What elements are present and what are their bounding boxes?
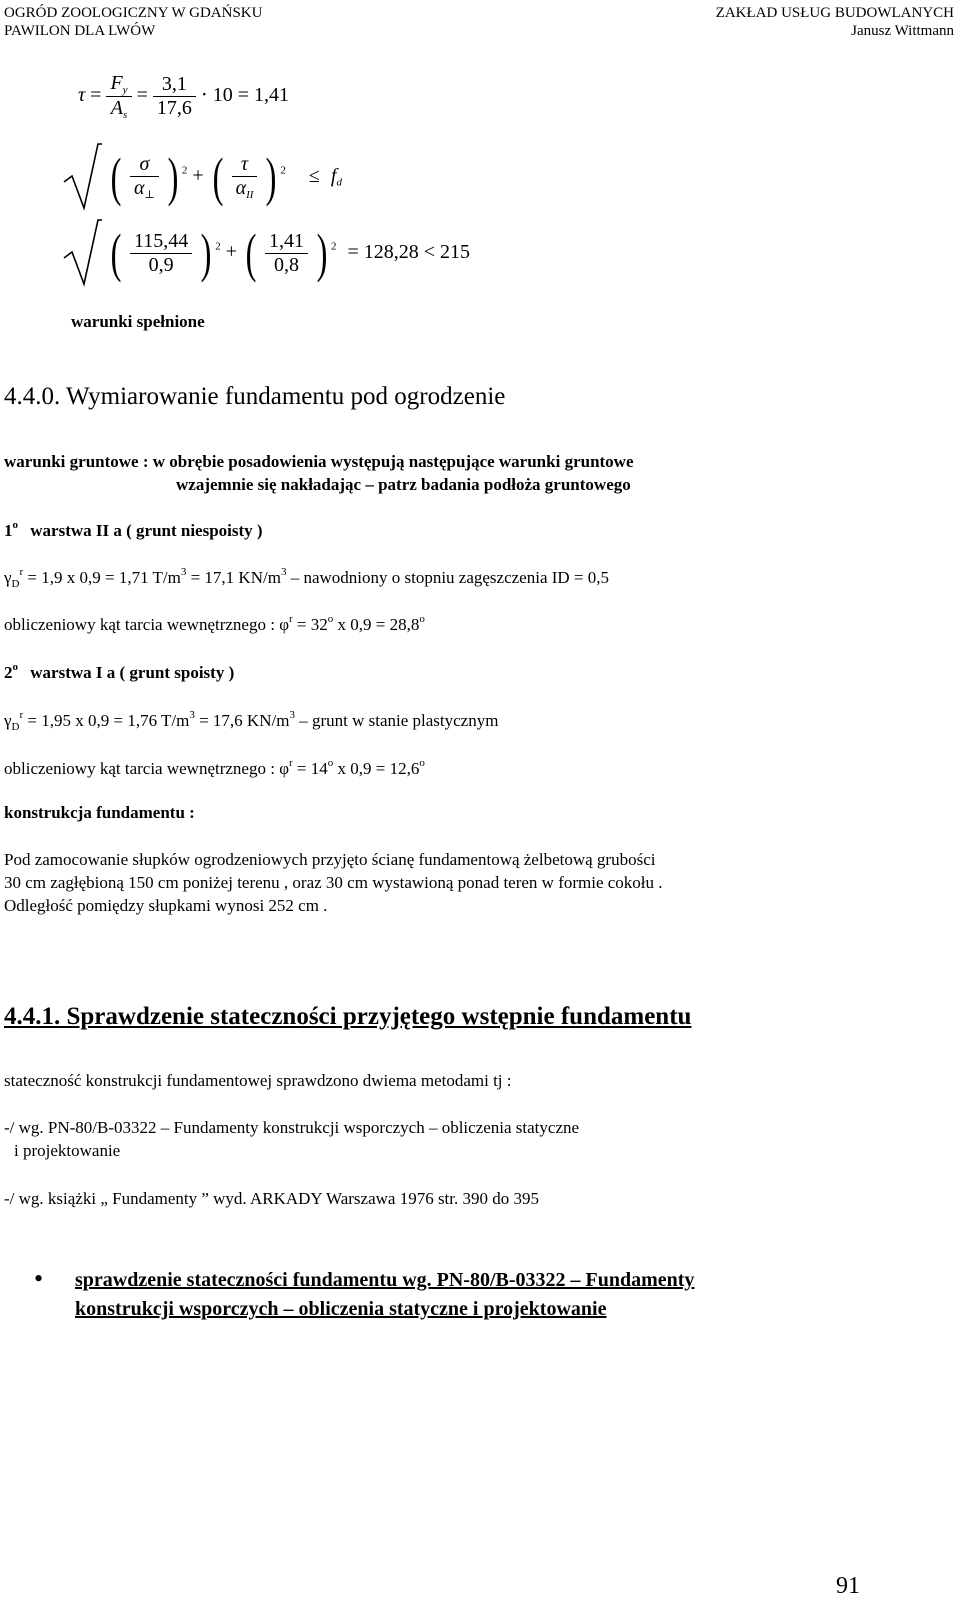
header-left-line1: OGRÓD ZOOLOGICZNY W GDAŃSKU (4, 5, 263, 21)
stability-intro: stateczność konstrukcji fundamentowej sprawdzono dwiema metodami tj : (4, 1071, 512, 1090)
page-number: 91 (836, 1573, 860, 1599)
sqrt-sign (62, 218, 102, 288)
soil-conditions-line1: warunki gruntowe : w obrębie posadowienia występują następujące warunki gruntowe (4, 452, 634, 471)
construction-paragraph-line1: Pod zamocowanie słupków ogrodzeniowych przyjęto ścianę fundamentową żelbetową grubości (4, 850, 656, 869)
construction-paragraph-line3: Odległość pomiędzy słupkami wynosi 252 cm . (4, 896, 328, 915)
bullet-icon: • (34, 1264, 44, 1293)
header-right-line1: ZAKŁAD USŁUG BUDOWLANYCH (715, 5, 954, 21)
conclusion-text: warunki spełnione (71, 312, 205, 331)
section-heading-440: 4.4.0. Wymiarowanie fundamentu pod ogrodzenie (4, 383, 506, 410)
bullet-line1: sprawdzenie stateczności fundamentu wg. PN-80/B-03322 – Fundamenty (75, 1269, 695, 1291)
sqrt-sign (62, 142, 102, 212)
formula-condition: ( $\frac{\sigma}{\alpha_\perp}$ ) $^2$ + ( $\frac{\tau}{\alpha_{II}}$ ) $^2 \le f_d$ (62, 142, 342, 212)
formula-tau: τ = $\frac{F_y}{A_s}$ = $\frac{3,1}{17,6}$ ⋅ 10 = 1,41 (78, 72, 289, 121)
fraction-tau-alpha: $\frac{\tau}{\alpha_{II}}$ (232, 153, 258, 201)
header-left-line2: PAWILON DLA LWÓW (4, 23, 156, 39)
header-right-line2: Janusz Wittmann (851, 23, 954, 39)
method2-line: -/ wg. książki „ Fundamenty ” wyd. ARKADY Warszawa 1976 str. 390 do 395 (4, 1189, 540, 1208)
fraction-value-2: $\frac{1,41}{0,8}$ (265, 230, 308, 277)
layer1-phi: obliczeniowy kąt tarcia wewnętrznego : $\varphi^r = 32^o$ x $0,9 = 28,8^o$ (4, 613, 425, 634)
fraction-value-1: $\frac{115,44}{0,9}$ (130, 230, 192, 277)
method1-line1: -/ wg. PN-80/B-03322 – Fundamenty konstrukcji wsporczych – obliczenia statyczne (4, 1118, 580, 1137)
construction-title: konstrukcja fundamentu : (4, 803, 195, 822)
bullet-line2: konstrukcji wsporczych – obliczenia statyczne i projektowanie (75, 1298, 607, 1320)
section-heading-441: 4.4.1. Sprawdzenie stateczności przyjętego wstępnie fundamentu (4, 1003, 692, 1030)
fraction-fy-as: $\frac{F_y}{A_s}$ (106, 72, 131, 121)
construction-paragraph-line2: 30 cm zagłębioną 150 cm poniżej terenu , oraz 30 cm wystawioną ponad teren w formie cokołu . (4, 873, 663, 892)
fraction-sigma-alpha: $\frac{\sigma}{\alpha_\perp}$ (130, 153, 159, 201)
layer2-phi: obliczeniowy kąt tarcia wewnętrznego : $\varphi^r = 14^o$ x $0,9 = 12,6^o$ (4, 757, 425, 778)
layer2-title: 2$^o$ warstwa I a ( grunt spoisty ) (4, 661, 235, 682)
layer1-title: 1$^o$ warstwa II a ( grunt niespoisty ) (4, 519, 263, 540)
layer1-gamma: $\gamma_D^r = 1,9$ x 0,9 = 1,71 $T/m^3 = 17,1$ $KN/m^3$ – nawodniony o stopniu zagęszczenia ID = 0,5 (4, 566, 610, 590)
formula-values-check: ( $\frac{115,44}{0,9}$ ) $^2$ + ( $\frac{1,41}{0,8}$ ) $^2$ = 128,28 < 215 (62, 218, 470, 288)
fraction-values: $\frac{3,1}{17,6}$ (153, 73, 196, 120)
method1-line2: i projektowanie (14, 1141, 121, 1160)
layer2-gamma: $\gamma_D^r = 1,95$ x 0,9 = 1,76 $T/m^3 = 17,6$ $KN/m^3$ – grunt w stanie plastycznym (4, 709, 499, 733)
soil-conditions-line2: wzajemnie się nakładając – patrz badania podłoża gruntowego (176, 475, 631, 494)
